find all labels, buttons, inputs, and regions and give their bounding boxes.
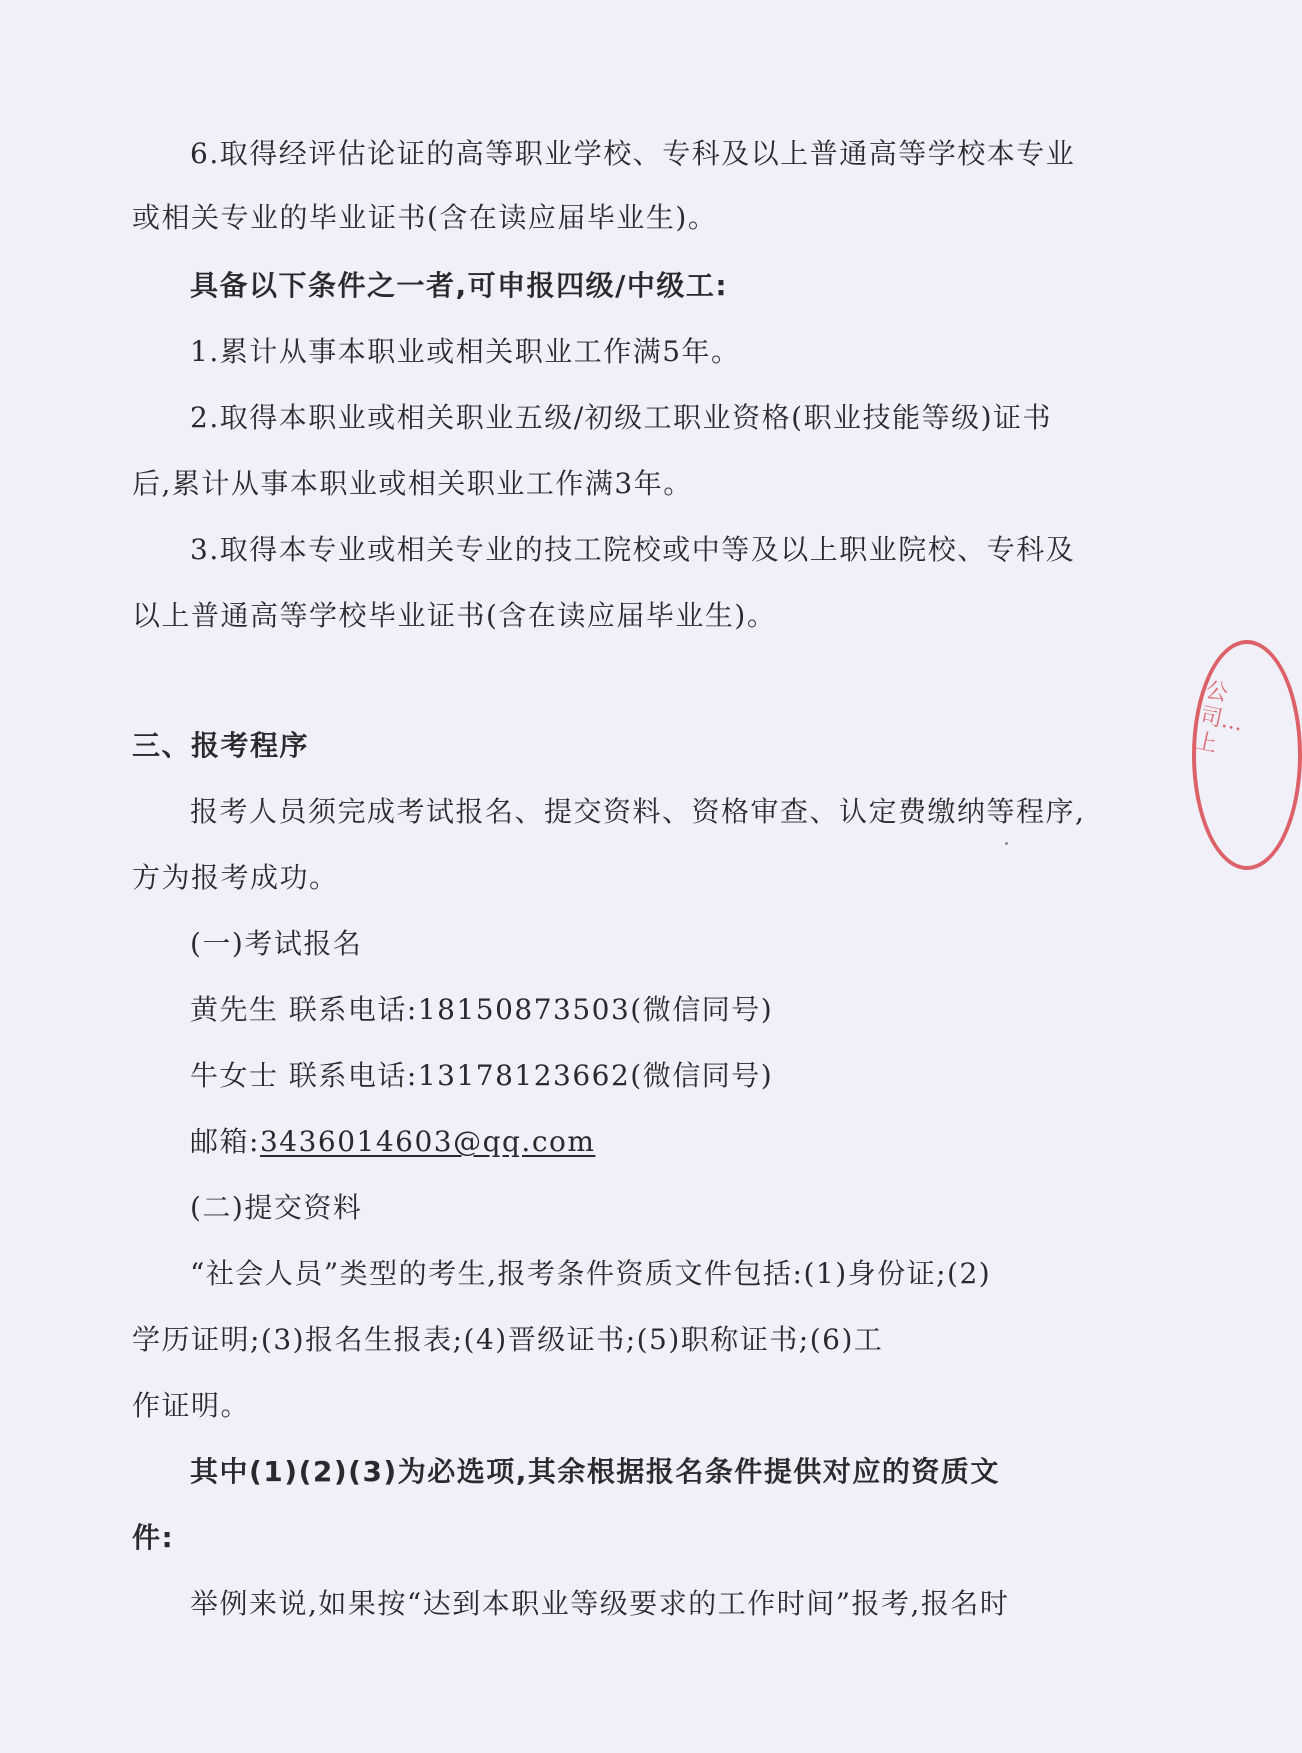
email-row	[190, 1122, 595, 1162]
contact-huang: 黄先生 联系电话:18150873503(微信同号)	[190, 993, 774, 1026]
contact-niu: 牛女士 联系电话:13178123662(微信同号)	[190, 1059, 774, 1092]
section-heading-procedure: 三、报考程序	[132, 729, 310, 762]
email-label: 邮箱:	[190, 1125, 260, 1158]
text-line-8: 以上普通高等学校毕业证书(含在读应届毕业生)。	[132, 599, 777, 632]
text-line-2: 或相关专业的毕业证书(含在读应届毕业生)。	[132, 201, 718, 234]
text-line-6: 后,累计从事本职业或相关职业工作满3年。	[132, 467, 693, 500]
text-line-4: 1.累计从事本职业或相关职业工作满5年。	[190, 335, 741, 368]
text-line-7: 3.取得本专业或相关专业的技工院校或中等及以上职业院校、专科及	[190, 533, 1076, 566]
text-line-17: “社会人员”类型的考生,报考条件资质文件包括:(1)身份证;(2)	[190, 1257, 992, 1290]
subsection-submit-materials: (二)提交资料	[190, 1191, 363, 1224]
email-link[interactable]: 3436014603@qq.com	[259, 1125, 596, 1158]
text-line-11: 方为报考成功。	[132, 861, 339, 894]
red-seal-text: 公司...上	[1192, 677, 1246, 758]
text-line-22: 举例来说,如果按“达到本职业等级要求的工作时间”报考,报名时	[190, 1587, 1010, 1620]
text-line-10: 报考人员须完成考试报名、提交资料、资格审查、认定费缴纳等程序,	[190, 795, 1086, 828]
required-items-note: 其中(1)(2)(3)为必选项,其余根据报名条件提供对应的资质文	[190, 1455, 1000, 1488]
text-line-5: 2.取得本职业或相关职业五级/初级工职业资格(职业技能等级)证书	[190, 401, 1052, 434]
section-condition-heading: 具备以下条件之一者,可申报四级/中级工:	[190, 269, 729, 302]
text-line-18: 学历证明;(3)报名生报表;(4)晋级证书;(5)职称证书;(6)工	[132, 1323, 884, 1356]
text-line-1: 6.取得经评估论证的高等职业学校、专科及以上普通高等学校本专业	[190, 137, 1076, 170]
scan-speck	[1005, 842, 1008, 845]
text-line-19: 作证明。	[132, 1389, 251, 1422]
required-items-note-cont: 件:	[132, 1521, 175, 1554]
subsection-registration: (一)考试报名	[190, 927, 363, 960]
